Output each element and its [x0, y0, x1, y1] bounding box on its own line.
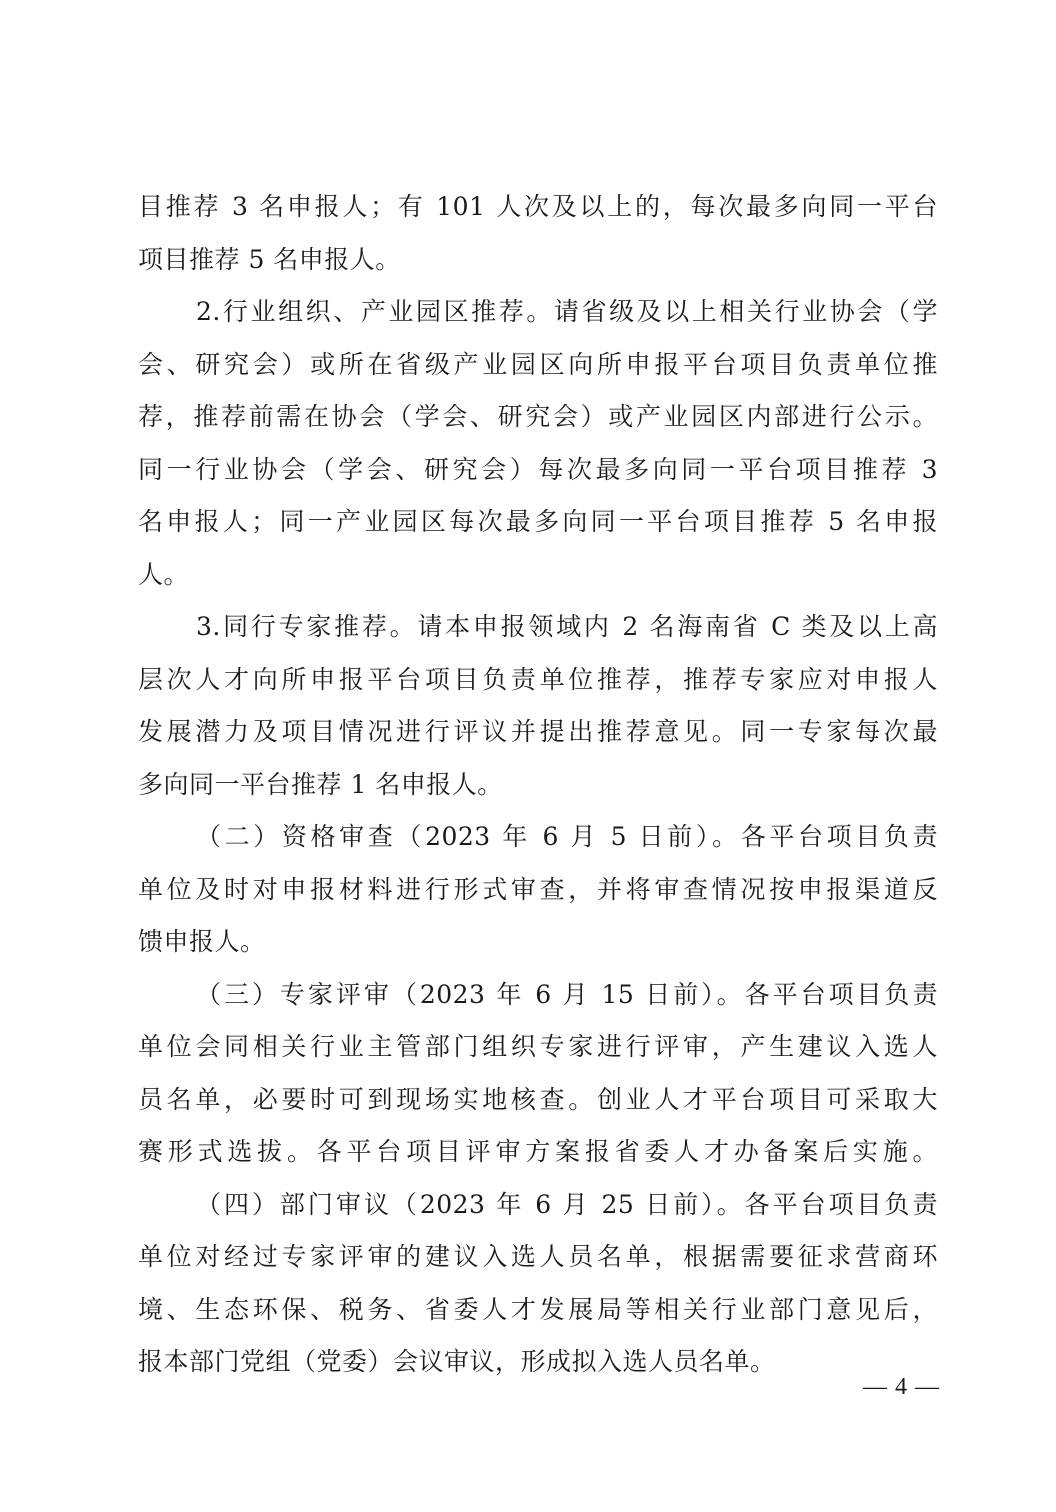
document-body [138, 181, 938, 1389]
text-line: （四）部门审议（2023 年 6 月 25 日前）。各平台项目负责 [196, 1189, 938, 1219]
text-line: 发展潜力及项目情况进行评议并提出推荐意见。同一专家每次最 [138, 717, 938, 746]
text-line: 目推荐 3 名申报人；有 101 人次及以上的，每次最多向同一平台 [138, 192, 938, 221]
text-line: 报本部门党组（党委）会议审议，形成拟入选人员名单。 [138, 1347, 776, 1376]
text-line: 项目推荐 5 名申报人。 [138, 244, 401, 274]
text-line: 赛形式选拔。各平台项目评审方案报省委人才办备案后实施。 [138, 1137, 938, 1166]
text-line: 名申报人；同一产业园区每次最多向同一平台项目推荐 5 名申报 [138, 507, 938, 536]
text-line: 会、研究会）或所在省级产业园区向所申报平台项目负责单位推 [138, 349, 938, 379]
text-line: 荐，推荐前需在协会（学会、研究会）或产业园区内部进行公示。 [138, 402, 938, 431]
text-line: 同一行业协会（学会、研究会）每次最多向同一平台项目推荐 3 [138, 454, 938, 484]
text-line: 单位及时对申报材料进行形式审查，并将审查情况按申报渠道反 [138, 874, 938, 904]
text-line: （二）资格审查（2023 年 6 月 5 日前）。各平台项目负责 [196, 822, 938, 851]
text-line: 单位会同相关行业主管部门组织专家进行评审，产生建议入选人 [138, 1032, 938, 1061]
text-line: （三）专家评审（2023 年 6 月 15 日前）。各平台项目负责 [196, 979, 938, 1009]
text-line: 3.同行专家推荐。请本申报领域内 2 名海南省 C 类及以上高 [196, 612, 938, 641]
text-line: 员名单，必要时可到现场实地核查。创业人才平台项目可采取大 [138, 1084, 938, 1114]
text-line: 2.行业组织、产业园区推荐。请省级及以上相关行业协会（学 [196, 297, 938, 326]
page-number: — 4 — [863, 1374, 940, 1400]
text-line: 层次人才向所申报平台项目负责单位推荐，推荐专家应对申报人 [138, 664, 938, 694]
text-line: 馈申报人。 [138, 927, 266, 956]
text-line: 多向同一平台推荐 1 名申报人。 [138, 769, 503, 799]
text-line: 单位对经过专家评审的建议入选人员名单，根据需要征求营商环 [138, 1242, 938, 1271]
text-line: 人。 [138, 559, 190, 589]
text-line: 境、生态环保、税务、省委人才发展局等相关行业部门意见后， [138, 1294, 938, 1324]
